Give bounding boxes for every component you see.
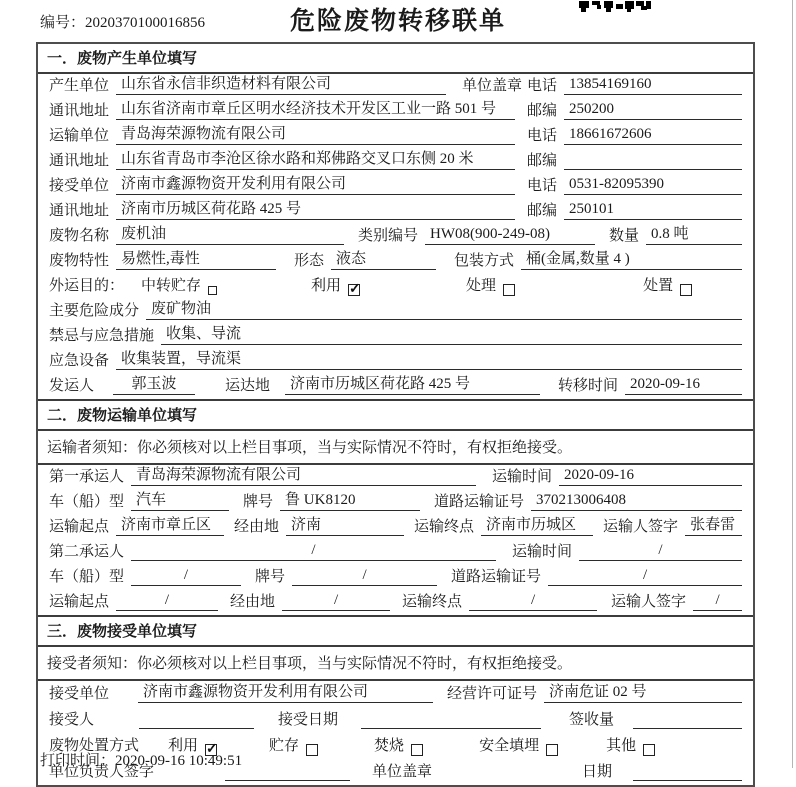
producer-address-label: 通讯地址 — [49, 103, 110, 119]
waste-name-value: 废机油 — [116, 222, 344, 245]
origin2-value: / — [116, 592, 218, 611]
disposal-store-checkbox — [306, 744, 318, 756]
purpose-option-reuse — [311, 274, 360, 295]
transporter-zip-label: 邮编 — [526, 153, 557, 169]
receiver-zip-value: 250101 — [564, 201, 742, 220]
packing-value: 桶(金属,数量 4 ) — [521, 247, 742, 270]
row-producer-address — [38, 99, 753, 124]
carrier1-time-value: 2020-09-16 — [559, 467, 742, 486]
license-value: 济南危证 02 号 — [544, 680, 742, 703]
accept-unit-value: 济南市鑫源物资开发利用有限公司 — [138, 680, 433, 703]
accept-date-value — [361, 711, 541, 729]
disposal-option-landfill-label: 安全填埋 — [479, 738, 540, 754]
destination-label: 运达地 — [225, 378, 271, 394]
manager-sign-label: 单位负责人签字 — [49, 764, 155, 780]
producer-address-value: 山东省济南市章丘区明水经济技术开发区工业一路 501 号 — [116, 97, 515, 120]
row-vehicle2 — [38, 565, 753, 590]
recipient-value — [139, 711, 254, 729]
category-label: 类别编号 — [358, 228, 419, 244]
row-emergency-measures — [38, 324, 753, 349]
row-emergency-equipment — [38, 349, 753, 374]
emergency-measures-label: 禁忌与应急措施 — [49, 328, 155, 344]
origin1-value: 济南市章丘区 — [116, 513, 224, 536]
manager-sign-value — [225, 763, 350, 781]
quantity-label: 数量 — [609, 228, 640, 244]
form-label: 形态 — [294, 253, 325, 269]
vehicle2-label: 车（船）型 — [49, 569, 125, 585]
row-shipper — [38, 374, 753, 399]
via1-label: 经由地 — [234, 519, 280, 535]
producer-value: 山东省永信非织造材料有限公司 — [116, 72, 446, 95]
row-producer — [38, 74, 753, 99]
document-header — [0, 0, 796, 42]
disposal-option-store-label: 贮存 — [269, 738, 300, 754]
plate2-value: / — [292, 567, 437, 586]
row-carrier1 — [38, 465, 753, 490]
receiver-phone-label: 电话 — [526, 178, 557, 194]
disposal-option-incinerate-label: 焚烧 — [374, 738, 405, 754]
disposal-option-landfill — [479, 734, 558, 755]
via1-value: 济南 — [286, 513, 404, 536]
signed-amount-label: 签收量 — [569, 712, 615, 728]
row-accept-unit — [38, 681, 753, 707]
disposal-landfill-checkbox — [546, 744, 558, 756]
plate1-value: 鲁 UK8120 — [280, 488, 420, 511]
vehicle1-value: 汽车 — [131, 488, 229, 511]
disposal-option-reuse-label: 利用 — [168, 738, 199, 754]
vehicle2-value: / — [131, 567, 241, 586]
carrier2-time-value: / — [579, 542, 742, 561]
disposal-incinerate-checkbox — [411, 744, 423, 756]
plate1-label: 牌号 — [243, 494, 274, 510]
shipper-label: 发运人 — [49, 378, 95, 394]
carrier2-value: / — [131, 542, 496, 561]
transfer-date-label: 转移时间 — [558, 378, 619, 394]
disposal-option-store — [269, 734, 318, 755]
signed-amount-value — [633, 711, 742, 729]
qr-code-fragment-icon — [579, 0, 651, 18]
transporter-address-label: 通讯地址 — [49, 153, 110, 169]
page-title: 危险废物转移联单 — [289, 8, 506, 35]
row-recipient — [38, 707, 753, 733]
purpose-dispose-checkbox — [680, 284, 692, 296]
carrier1-label: 第一承运人 — [49, 469, 125, 485]
transporter-address-value: 山东省青岛市李沧区徐水路和郑佛路交叉口东侧 20 米 — [116, 147, 515, 170]
row-transfer-purpose — [38, 274, 753, 299]
receiver-zip-label: 邮编 — [526, 203, 557, 219]
waste-name-label: 废物名称 — [49, 228, 110, 244]
section3-heading: 三．废物接受单位填写 — [38, 615, 753, 647]
transporter-phone-value: 18661672606 — [564, 126, 742, 145]
section2-notice: 运输者须知：你必须核对以上栏目事项，当与实际情况不符时，有权拒绝接受。 — [38, 431, 753, 465]
sign2-label: 运输人签字 — [611, 594, 687, 610]
permit2-value: / — [548, 567, 742, 586]
row-transporter-address — [38, 149, 753, 174]
form-value: 液态 — [331, 247, 436, 270]
transporter-zip-value — [564, 152, 742, 170]
date2-label: 日期 — [582, 764, 613, 780]
producer-phone-value: 13854169160 — [564, 76, 742, 95]
end2-value: / — [469, 592, 597, 611]
via2-label: 经由地 — [230, 594, 276, 610]
accept-unit-label: 接受单位 — [49, 686, 110, 702]
permit2-label: 道路运输证号 — [451, 569, 542, 585]
permit1-value: 370213006408 — [531, 492, 742, 511]
carrier2-time-label: 运输时间 — [512, 544, 573, 560]
emergency-measures-value: 收集、导流 — [161, 322, 742, 345]
transporter-value: 青岛海荣源物流有限公司 — [116, 122, 515, 145]
via2-value: / — [282, 592, 390, 611]
producer-zip-value: 250200 — [564, 101, 742, 120]
producer-phone-label: 电话 — [526, 78, 557, 94]
receiver-phone-value: 0531-82095390 — [564, 176, 742, 195]
print-time-label: 打印时间： — [40, 753, 116, 769]
row-waste-character — [38, 249, 753, 274]
destination-value: 济南市历城区荷花路 425 号 — [285, 372, 540, 395]
purpose-option-dispose — [643, 274, 692, 295]
disposal-option-other — [606, 734, 655, 755]
packing-label: 包装方式 — [454, 253, 515, 269]
page-scan-edge — [792, 0, 793, 768]
disposal-option-other-label: 其他 — [606, 738, 637, 754]
plate2-label: 牌号 — [255, 569, 286, 585]
producer-seal-label: 单位盖章 — [462, 78, 523, 94]
sign2-value: / — [693, 592, 742, 611]
row-route2 — [38, 590, 753, 615]
row-transporter — [38, 124, 753, 149]
recipient-label: 接受人 — [49, 712, 95, 728]
purpose-option-reuse-label: 利用 — [311, 278, 342, 294]
manifest-form — [36, 42, 755, 787]
receiver-label: 接受单位 — [49, 178, 110, 194]
disposal-option-incinerate — [374, 734, 423, 755]
shipper-value: 郭玉波 — [113, 372, 195, 395]
print-time — [40, 749, 242, 770]
row-receiver — [38, 174, 753, 199]
purpose-reuse-checkbox — [348, 284, 360, 296]
end1-label: 运输终点 — [414, 519, 475, 535]
date2-value — [633, 763, 742, 781]
print-time-value: 2020-09-16 10:49:51 — [115, 753, 243, 769]
category-value: HW08(900-249-08) — [425, 226, 595, 245]
receiver-address-value: 济南市历城区荷花路 425 号 — [116, 197, 515, 220]
purpose-option-treat — [466, 274, 515, 295]
carrier1-time-label: 运输时间 — [492, 469, 553, 485]
waste-character-value: 易燃性,毒性 — [116, 247, 276, 270]
origin1-label: 运输起点 — [49, 519, 110, 535]
vehicle1-label: 车（船）型 — [49, 494, 125, 510]
section3-notice: 接受者须知：你必须核对以上栏目事项，当与实际情况不符时，有权拒绝接受。 — [38, 647, 753, 681]
serial-label: 编号： — [40, 15, 86, 31]
transfer-date-value: 2020-09-16 — [625, 376, 742, 395]
receiver-address-label: 通讯地址 — [49, 203, 110, 219]
permit1-label: 道路运输证号 — [434, 494, 525, 510]
hazard-component-value: 废矿物油 — [146, 297, 742, 320]
section1-heading: 一．废物产生单位填写 — [38, 44, 753, 74]
row-carrier2 — [38, 540, 753, 565]
accept-date-label: 接受日期 — [278, 712, 339, 728]
disposal-method-label: 废物处置方式 — [49, 738, 140, 754]
waste-character-label: 废物特性 — [49, 253, 110, 269]
sign1-value: 张春雷 — [685, 513, 742, 536]
carrier1-value: 青岛海荣源物流有限公司 — [131, 463, 476, 486]
producer-zip-label: 邮编 — [526, 103, 557, 119]
receiver-value: 济南市鑫源物资开发利用有限公司 — [116, 172, 515, 195]
row-route1 — [38, 515, 753, 540]
section2-heading: 二．废物运输单位填写 — [38, 399, 753, 431]
carrier2-label: 第二承运人 — [49, 544, 125, 560]
license-label: 经营许可证号 — [447, 686, 538, 702]
unit-seal-label: 单位盖章 — [372, 764, 433, 780]
emergency-equipment-value: 收集装置，导流渠 — [116, 347, 742, 370]
producer-label: 产生单位 — [49, 78, 110, 94]
transporter-phone-label: 电话 — [526, 128, 557, 144]
sign1-label: 运输人签字 — [603, 519, 679, 535]
transfer-purpose-label: 外运目的： — [49, 278, 125, 294]
purpose-option-dispose-label: 处置 — [643, 278, 674, 294]
purpose-option-storage — [141, 274, 217, 295]
disposal-other-checkbox — [643, 744, 655, 756]
purpose-option-treat-label: 处理 — [466, 278, 497, 294]
origin2-label: 运输起点 — [49, 594, 110, 610]
purpose-option-storage-label: 中转贮存 — [141, 278, 202, 294]
row-receiver-address — [38, 199, 753, 224]
transporter-label: 运输单位 — [49, 128, 110, 144]
end1-value: 济南市历城区 — [481, 513, 593, 536]
row-waste-name — [38, 224, 753, 249]
hazard-component-label: 主要危险成分 — [49, 303, 140, 319]
purpose-storage-checkbox — [208, 286, 217, 295]
purpose-treat-checkbox — [503, 284, 515, 296]
row-vehicle1 — [38, 490, 753, 515]
end2-label: 运输终点 — [402, 594, 463, 610]
emergency-equipment-label: 应急设备 — [49, 353, 110, 369]
quantity-value: 0.8 吨 — [646, 222, 742, 245]
serial-value: 2020370100016856 — [85, 15, 206, 31]
row-hazard-component — [38, 299, 753, 324]
